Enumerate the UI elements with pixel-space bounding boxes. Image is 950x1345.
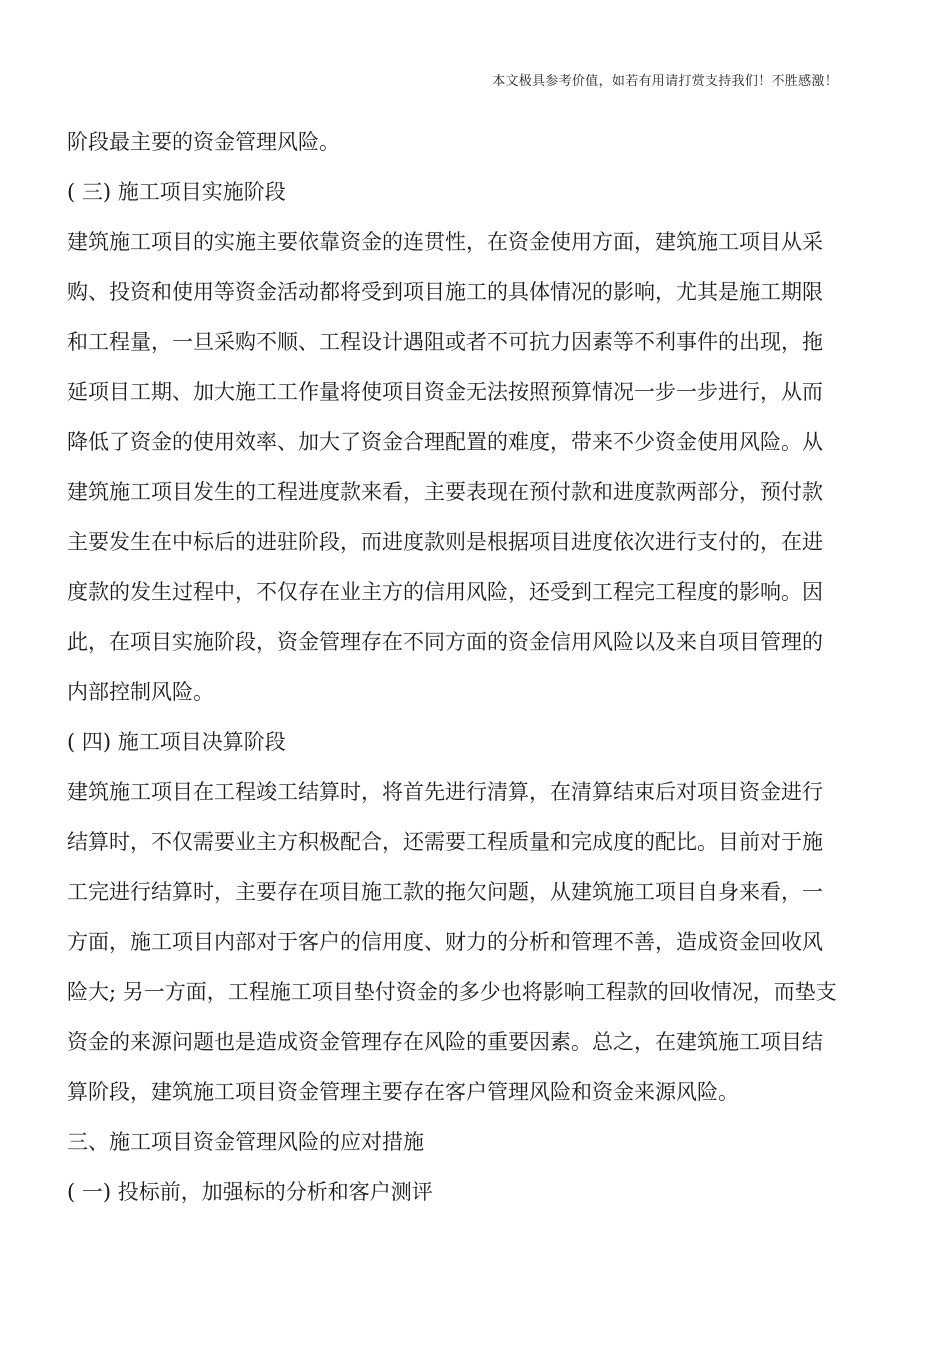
text-line: 方面，施工项目内部对于客户的信用度、财力的分析和管理不善，造成资金回收风 xyxy=(67,930,823,954)
document-body xyxy=(67,117,847,1217)
text-line: 购、投资和使用等资金活动都将受到项目施工的具体情况的影响，尤其是施工期限 xyxy=(67,280,823,304)
text-line: 延项目工期、加大施工工作量将使项目资金无法按照预算情况一步一步进行，从而 xyxy=(67,380,823,404)
text-line: 建筑施工项目发生的工程进度款来看，主要表现在预付款和进度款两部分，预付款 xyxy=(67,480,823,504)
section-heading: ( 三) 施工项目实施阶段 xyxy=(67,180,286,204)
text-line: 度款的发生过程中，不仅存在业主方的信用风险，还受到工程完工程度的影响。因 xyxy=(67,580,823,604)
text-line: 和工程量，一旦采购不顺、工程设计遇阻或者不可抗力因素等不利事件的出现，拖 xyxy=(67,330,823,354)
section-heading: 三、施工项目资金管理风险的应对措施 xyxy=(67,1130,424,1154)
text-line: 算阶段，建筑施工项目资金管理主要存在客户管理风险和资金来源风险。 xyxy=(67,1080,739,1104)
text-line: 内部控制风险。 xyxy=(67,680,214,704)
text-line: 结算时，不仅需要业主方积极配合，还需要工程质量和完成度的配比。目前对于施 xyxy=(67,830,823,854)
section-heading: ( 一) 投标前，加强标的分析和客户测评 xyxy=(67,1180,433,1204)
text-line: 阶段最主要的资金管理风险。 xyxy=(67,130,340,154)
text-line: 险大; 另一方面，工程施工项目垫付资金的多少也将影响工程款的回收情况，而垫支 xyxy=(67,980,837,1004)
text-line: 工完进行结算时，主要存在项目施工款的拖欠问题，从建筑施工项目自身来看，一 xyxy=(67,880,823,904)
text-line: 建筑施工项目的实施主要依靠资金的连贯性，在资金使用方面，建筑施工项目从采 xyxy=(67,230,823,254)
header-note: 本文极具参考价值，如若有用请打赏支持我们！不胜感激！ xyxy=(492,74,838,89)
text-line: 降低了资金的使用效率、加大了资金合理配置的难度，带来不少资金使用风险。从 xyxy=(67,430,823,454)
text-line: 主要发生在中标后的进驻阶段，而进度款则是根据项目进度依次进行支付的，在进 xyxy=(67,530,823,554)
text-line: 建筑施工项目在工程竣工结算时，将首先进行清算，在清算结束后对项目资金进行 xyxy=(67,780,823,804)
text-line: 资金的来源问题也是造成资金管理存在风险的重要因素。总之，在建筑施工项目结 xyxy=(67,1030,823,1054)
section-heading: ( 四) 施工项目决算阶段 xyxy=(67,730,286,754)
text-line: 此，在项目实施阶段，资金管理存在不同方面的资金信用风险以及来自项目管理的 xyxy=(67,630,823,654)
